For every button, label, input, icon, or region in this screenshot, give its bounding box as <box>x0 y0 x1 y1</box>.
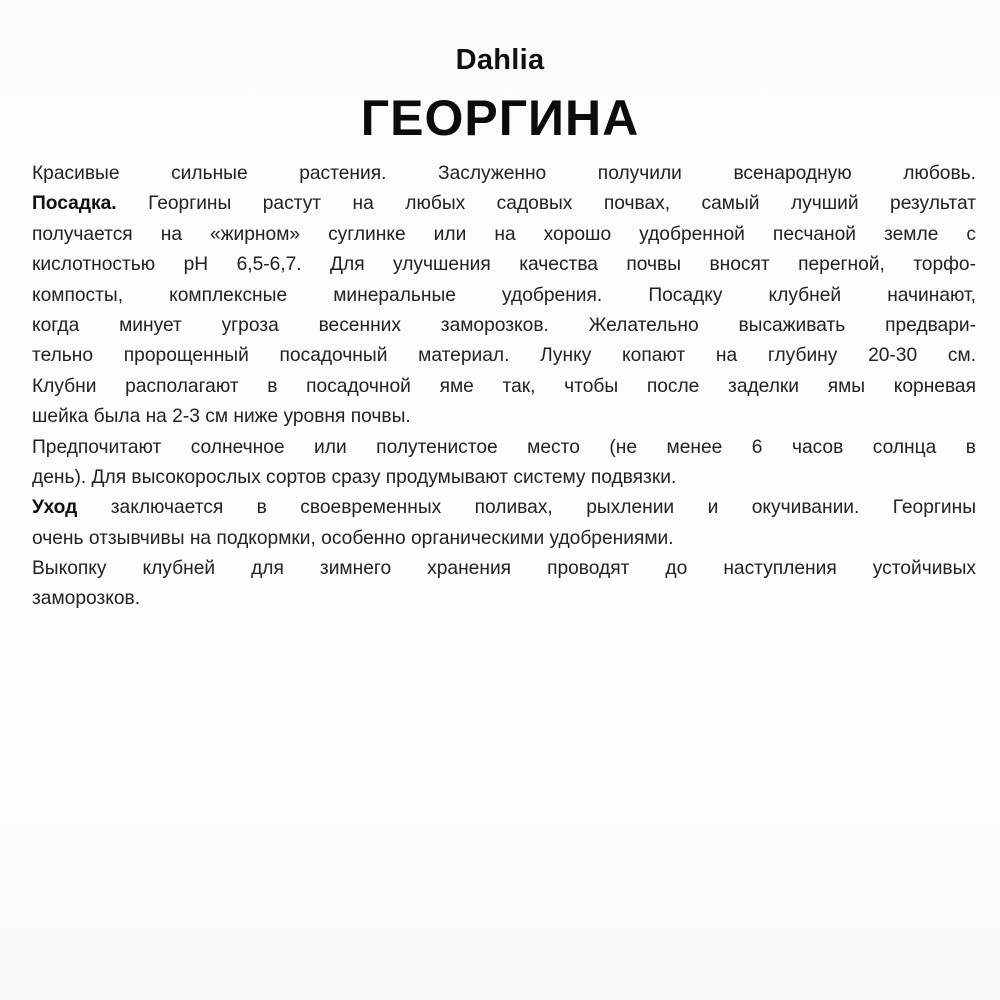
body-line <box>32 250 976 280</box>
intro-line <box>32 159 976 189</box>
body-line <box>32 524 976 554</box>
line-text: получается на «жирном» суглинке или на хорошо удобренной песчаной земле с <box>32 223 976 245</box>
planting-line <box>32 189 976 219</box>
line-text: компосты, комплексные минеральные удобрения. Посадку клубней начинают, <box>32 284 976 306</box>
body-line <box>32 372 976 402</box>
body-line <box>32 463 976 493</box>
body-line <box>32 311 976 341</box>
body-line <box>32 584 976 614</box>
line-text: Предпочитают солнечное или полутенистое место (не менее 6 часов солнца в <box>32 436 976 458</box>
line-text: когда минует угроза весенних заморозков. Желательно высаживать предвари- <box>32 314 976 336</box>
line-text: шейка была на 2-3 см ниже уровня почвы. <box>32 406 411 428</box>
care-line <box>32 493 976 523</box>
line-text: заключается в своевременных поливах, рыхлении и окучивании. Георгины <box>77 497 976 519</box>
body-line <box>32 220 976 250</box>
body-line <box>32 281 976 311</box>
line-text: очень отзывчивы на подкормки, особенно органическими удобрениями. <box>32 527 674 549</box>
line-text: Георгины растут на любых садовых почвах, самый лучший результат <box>116 193 976 215</box>
body-line <box>32 402 976 432</box>
line-text: тельно пророщенный посадочный материал. Лунку копают на глубину 20-30 см. <box>32 345 976 367</box>
description-body <box>32 159 976 615</box>
line-text: кислотностью pH 6,5-6,7. Для улучшения качества почвы вносят перегной, торфо- <box>32 254 976 276</box>
body-line <box>32 341 976 371</box>
page-title: ГЕОРГИНА <box>360 90 640 146</box>
line-text: заморозков. <box>32 588 141 610</box>
line-text: Красивые сильные растения. Заслуженно получили всенародную любовь. <box>32 163 976 184</box>
harvest-line <box>32 554 976 584</box>
line-text: Клубни располагают в посадочной яме так, чтобы после заделки ямы корневая <box>32 375 976 397</box>
line-text: день). Для высокорослых сортов сразу продумывают систему подвязки. <box>32 466 677 488</box>
section-heading-planting: Посадка. <box>32 193 117 215</box>
section-heading-care: Уход <box>32 497 78 519</box>
location-line <box>32 433 976 463</box>
latin-plant-name: Dahlia <box>455 44 545 76</box>
line-text: Выкопку клубней для зимнего хранения проводят до наступления устойчивых <box>32 558 976 580</box>
